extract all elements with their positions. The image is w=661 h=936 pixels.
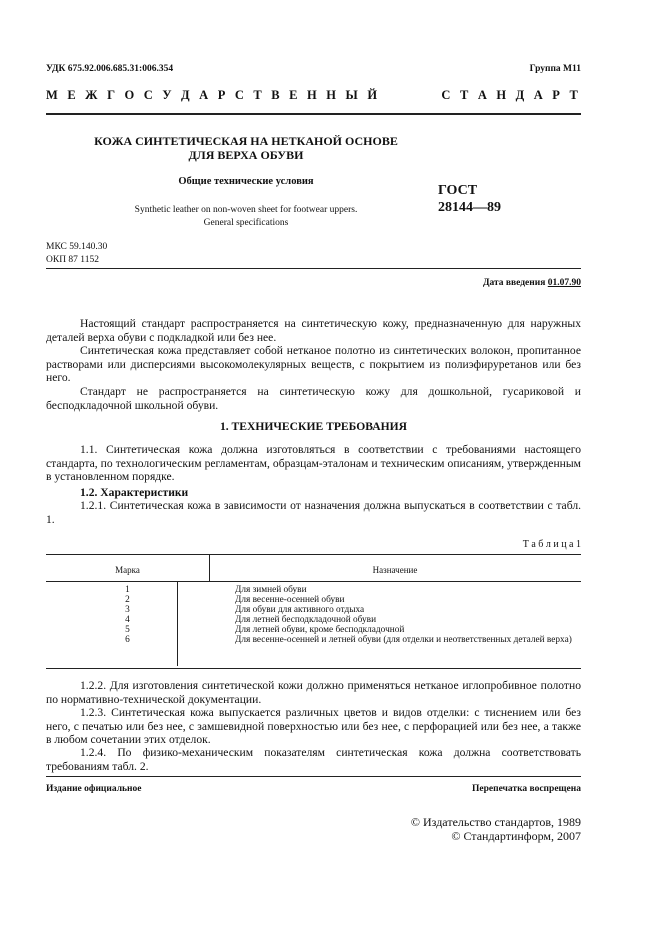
table-row xyxy=(46,605,581,615)
clause-1-2-3: 1.2.3. Синтетическая кожа выпускается различных цветов и видов отделки: с тиснением или без него, с печатью или без нее, с замшевидной поверхностью или без нее, с перфорацией или без нее, а также в любом сочетании этих отделок. xyxy=(46,706,581,747)
udk-code: УДК 675.92.006.685.31:006.354 xyxy=(46,64,174,74)
gost-designation xyxy=(438,182,501,216)
table-cell-mark: 2 xyxy=(125,595,130,605)
title-line-1: КОЖА СИНТЕТИЧЕСКАЯ НА НЕТКАНОЙ ОСНОВЕ xyxy=(94,134,398,148)
header-rule xyxy=(46,113,581,115)
okp-code: ОКП 87 1152 xyxy=(46,254,99,265)
intro-paragraph-1: Настоящий стандарт распространяется на синтетическую кожу, предназначенную для наружных деталей верха обуви с подкладкой или без нее. xyxy=(46,317,581,344)
table-cell-mark: 4 xyxy=(125,615,130,625)
table-cell-purpose: Для зимней обуви xyxy=(235,585,307,595)
table-row xyxy=(46,585,581,595)
table-header-rule xyxy=(46,581,581,582)
table-cell-mark: 1 xyxy=(125,585,130,595)
intro-date xyxy=(483,278,581,288)
copyright-1989: © Издательство стандартов, 1989 xyxy=(410,815,581,829)
table-col-purpose-header: Назначение xyxy=(372,565,418,575)
group-code: Группа М11 xyxy=(529,64,581,74)
gost-label: ГОСТ xyxy=(438,183,478,198)
table-row xyxy=(46,635,581,645)
table-cell-mark: 6 xyxy=(125,635,130,645)
table-top-rule xyxy=(46,554,581,555)
table-row xyxy=(46,625,581,635)
document-subtitle: Общие технические условия xyxy=(178,176,314,187)
copyright-2007: © Стандартинформ, 2007 xyxy=(451,829,581,843)
clause-1-2-1: 1.2.1. Синтетическая кожа в зависимости от назначения должна выпускаться в соответствии с табл. 1. xyxy=(46,499,581,526)
english-title-line-2: General specifications xyxy=(203,218,289,228)
english-title xyxy=(46,204,446,230)
document-title xyxy=(46,134,446,162)
clause-1-2: 1.2. Характеристики xyxy=(80,486,189,499)
intro-paragraph-3: Стандарт не распространяется на синтетическую кожу для дошкольной, гусариковой и бесподкладочной школьной обуви. xyxy=(46,385,581,412)
table-cell-purpose: Для летней бесподкладочной обуви xyxy=(235,615,377,625)
clause-1-1: 1.1. Синтетическая кожа должна изготовляться в соответствии с требованиями настоящего стандарта, по технологическим регламентам, образцам-эталонам и техническим описаниям, утвержденным в установленном порядке. xyxy=(46,443,581,484)
section-1-heading: 1. ТЕХНИЧЕСКИЕ ТРЕБОВАНИЯ xyxy=(219,420,408,433)
table-cell-purpose: Для весенне-осенней и летней обуви (для отделки и неответственных деталей верха) xyxy=(235,635,572,645)
intro-date-value: 01.07.90 xyxy=(547,278,581,288)
gost-number: 28144—89 xyxy=(438,200,501,215)
clause-1-2-4: 1.2.4. По физико-механическим показателям синтетическая кожа должна соответствовать требованиям табл. 2. xyxy=(46,746,581,773)
title-line-2: ДЛЯ ВЕРХА ОБУВИ xyxy=(188,148,304,162)
english-title-line-1: Synthetic leather on non-woven sheet for footwear uppers. xyxy=(134,205,358,215)
footer-rule xyxy=(46,776,581,777)
table-1 xyxy=(46,585,581,645)
mks-code: МКС 59.140.30 xyxy=(46,242,108,252)
table-bottom-rule xyxy=(46,668,581,669)
codes-rule xyxy=(46,268,581,269)
table-cell-purpose: Для весенне-осенней обуви xyxy=(235,595,345,605)
reprint-prohibited: Перепечатка воспрещена xyxy=(471,784,581,794)
intro-paragraph-2: Синтетическая кожа представляет собой нетканое полотно из синтетических волокон, пропитанное растворами или дисперсиями высокомолекулярных веществ, с покрытием из полиэфируретанов или без него. xyxy=(46,344,581,385)
table-cell-mark: 3 xyxy=(125,605,130,615)
table-cell-purpose: Для летней обуви, кроме бесподкладочной xyxy=(235,625,405,635)
table-1-caption: Т а б л и ц а 1 xyxy=(522,539,581,550)
table-cell-purpose: Для обуви для активного отдыха xyxy=(235,605,365,615)
official-edition: Издание официальное xyxy=(46,784,142,794)
interstate-label: М Е Ж Г О С У Д А Р С Т В Е Н Н Ы Й xyxy=(46,88,381,102)
copyright-block xyxy=(411,815,581,843)
clause-1-2-2: 1.2.2. Для изготовления синтетической кожи должно применяться нетканое иглопробивное полотно по нормативно-технической документации. xyxy=(46,679,581,706)
table-col-mark-header: Марка xyxy=(115,565,140,575)
classification-codes xyxy=(46,241,107,266)
table-row xyxy=(46,615,581,625)
table-cell-mark: 5 xyxy=(125,625,130,635)
intro-date-label: Дата введения xyxy=(482,278,546,288)
table-row xyxy=(46,595,581,605)
standard-label: С Т А Н Д А Р Т xyxy=(441,88,581,102)
